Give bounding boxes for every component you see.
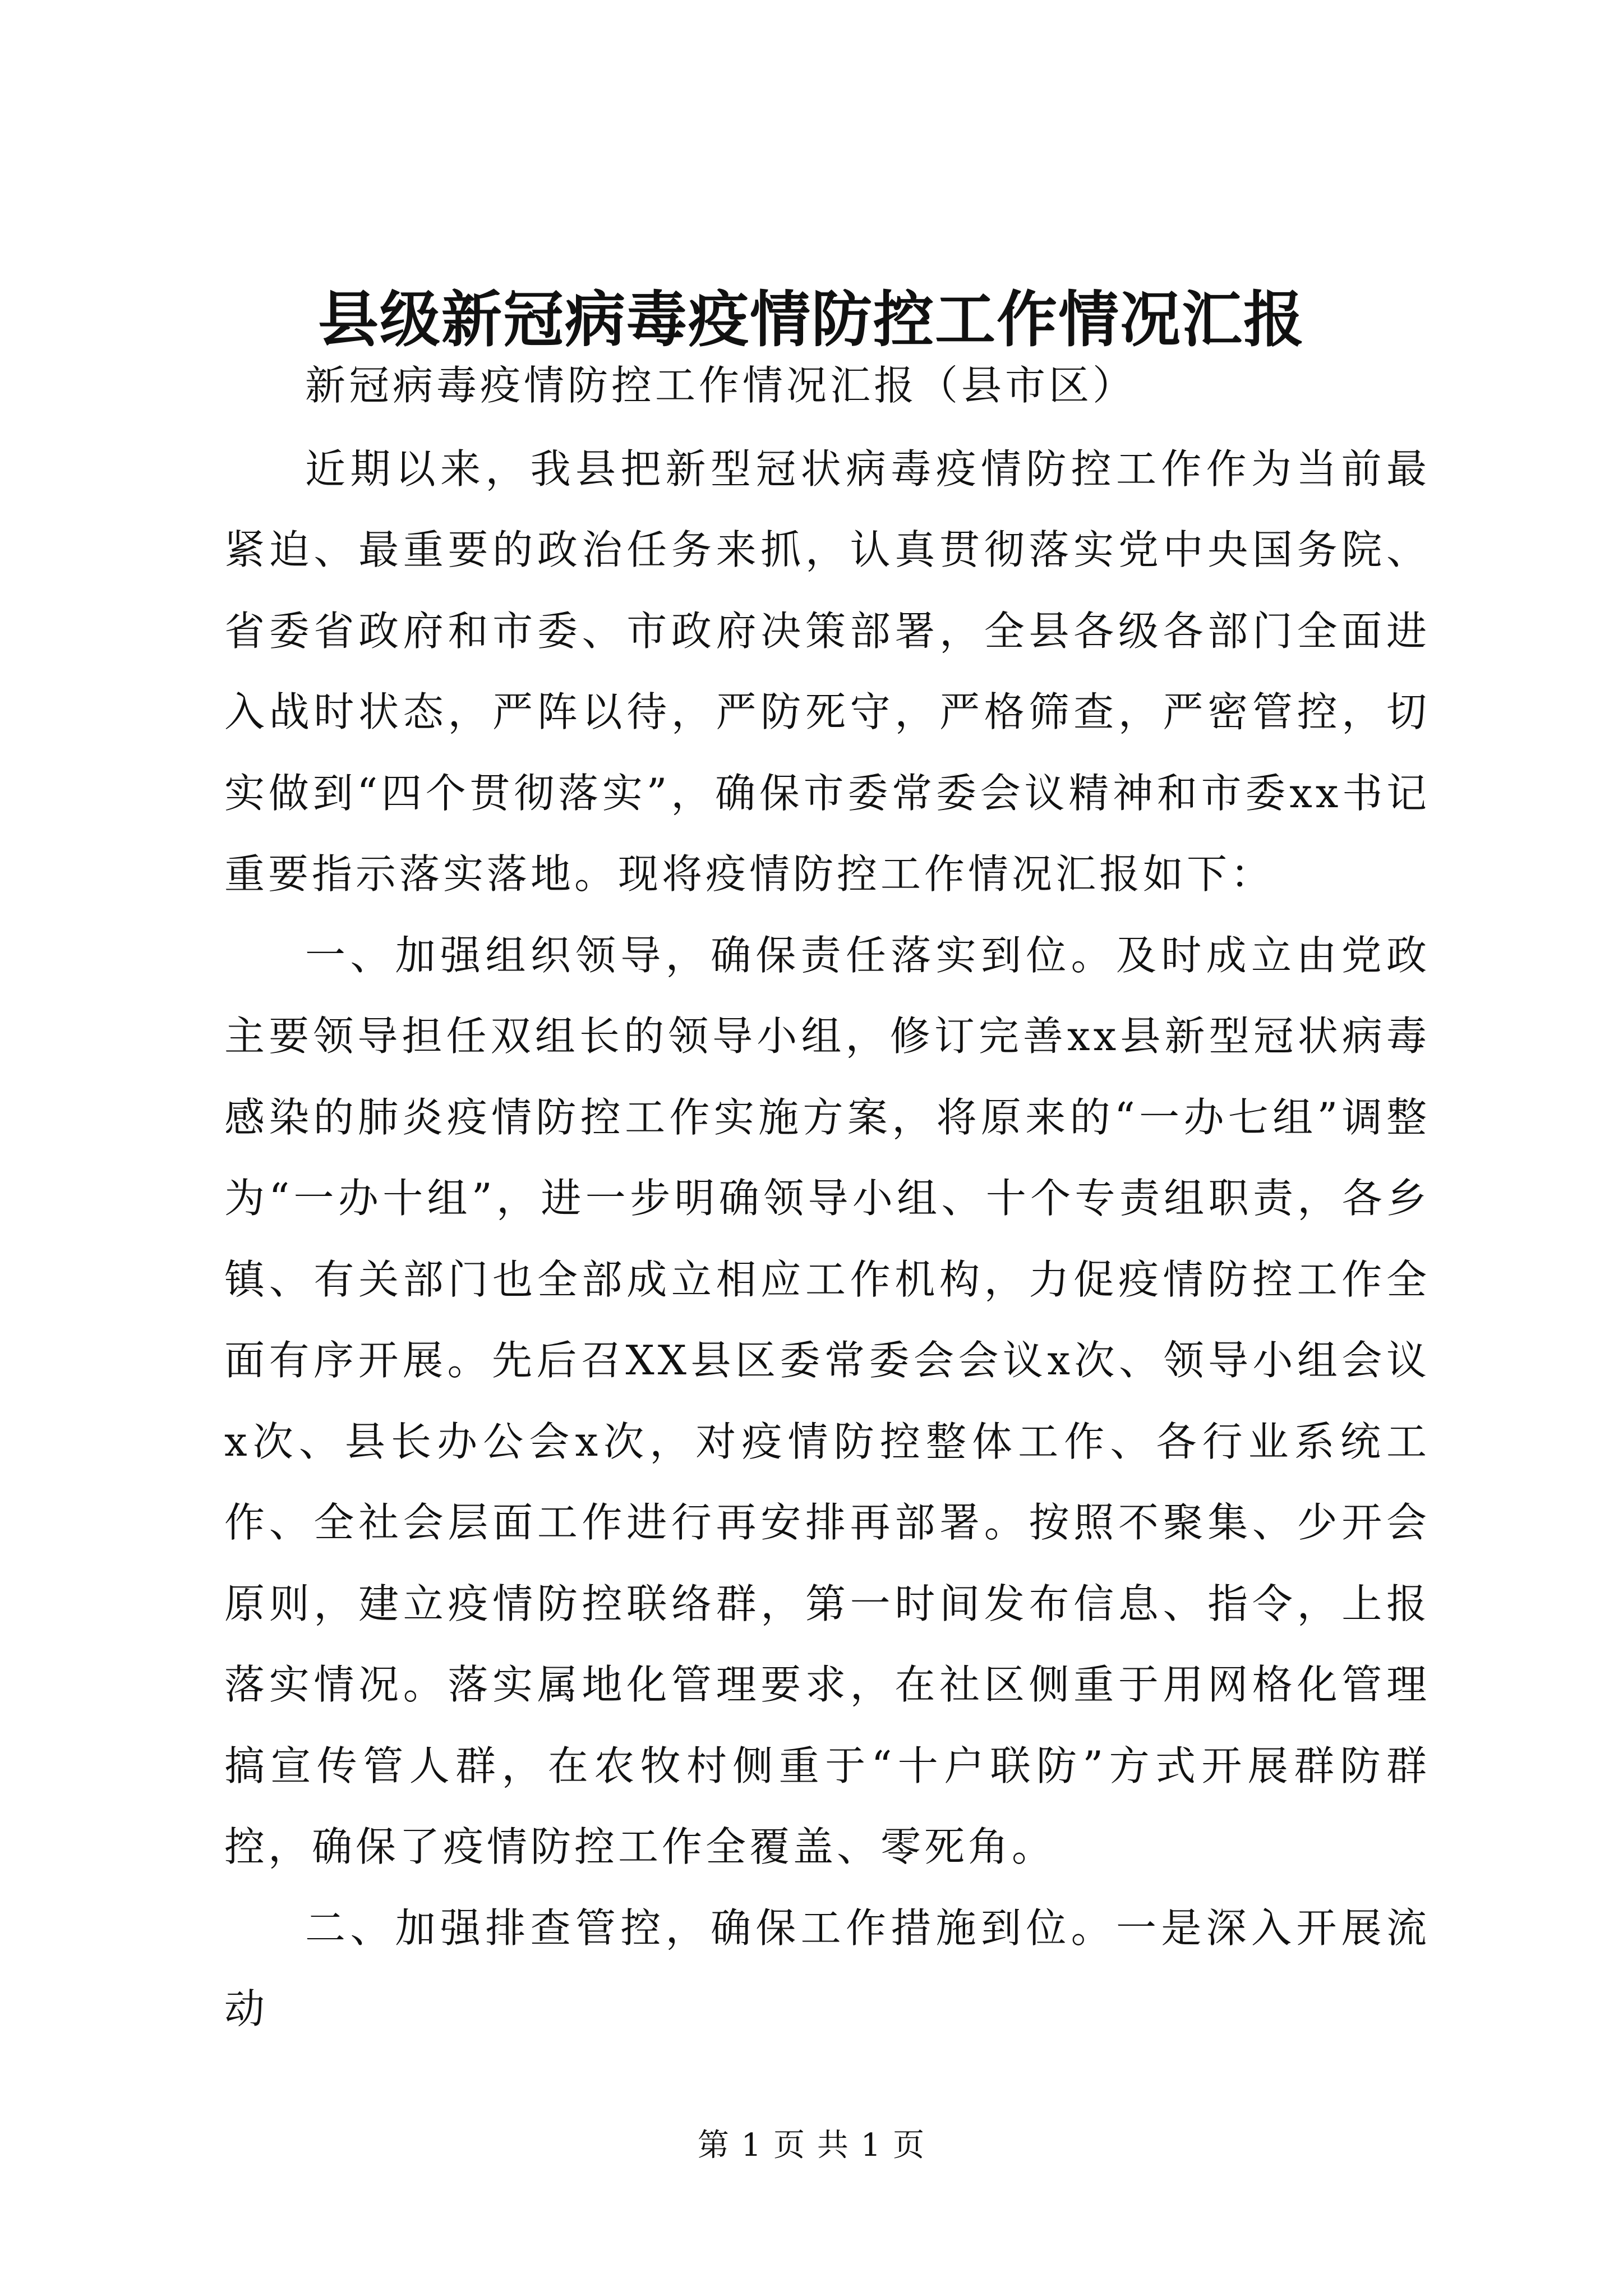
page-footer: 第 1 页 共 1 页 xyxy=(697,2127,926,2164)
document-subtitle: 新冠病毒疫情防控工作情况汇报（县市区） xyxy=(305,362,1137,409)
paragraph-section-1: 一、加强组织领导，确保责任落实到位。及时成立由党政主要领导担任双组长的领导小组，修订完善xx县新型冠状病毒感染的肺炎疫情防控工作实施方案，将原来的“一办七组”调整为“一办十组”，进一步明确领导小组、十个专责组职责，各乡镇、有关部门也全部成立相应工作机构，力促疫情防控工作全面有序开展。先后召XX县区委常委会会议x次、领导小组会议x次、县长办公会x次，对疫情防控整体工作、各行业系统工作、全社会层面工作进行再安排再部署。按照不聚集、少开会原则，建立疫情防控联络群，第一时间发布信息、指令，上报落实情况。落实属地化管理要求，在社区侧重于用网格化管理搞宣传管人群，在农牧村侧重于“十户联防”方式开展群防群控，确保了疫情防控工作全覆盖、零死角。 xyxy=(224,931,1430,1870)
document-body xyxy=(224,345,1430,2050)
paragraph-section-2: 二、加强排查管控，确保工作措施到位。一是深入开展流动 xyxy=(224,1904,1430,2032)
paragraph-intro: 近期以来，我县把新型冠状病毒疫情防控工作作为当前最紧迫、最重要的政治任务来抓，认真贯彻落实党中央国务院、省委省政府和市委、市政府决策部署，全县各级各部门全面进入战时状态，严阵以待，严防死守，严格筛查，严密管控，切实做到“四个贯彻落实”，确保市委常委会议精神和市委xx书记重要指示落实落地。现将疫情防控工作情况汇报如下： xyxy=(224,445,1430,898)
document-title: 县级新冠病毒疫情防控工作情况汇报 xyxy=(317,284,1305,355)
